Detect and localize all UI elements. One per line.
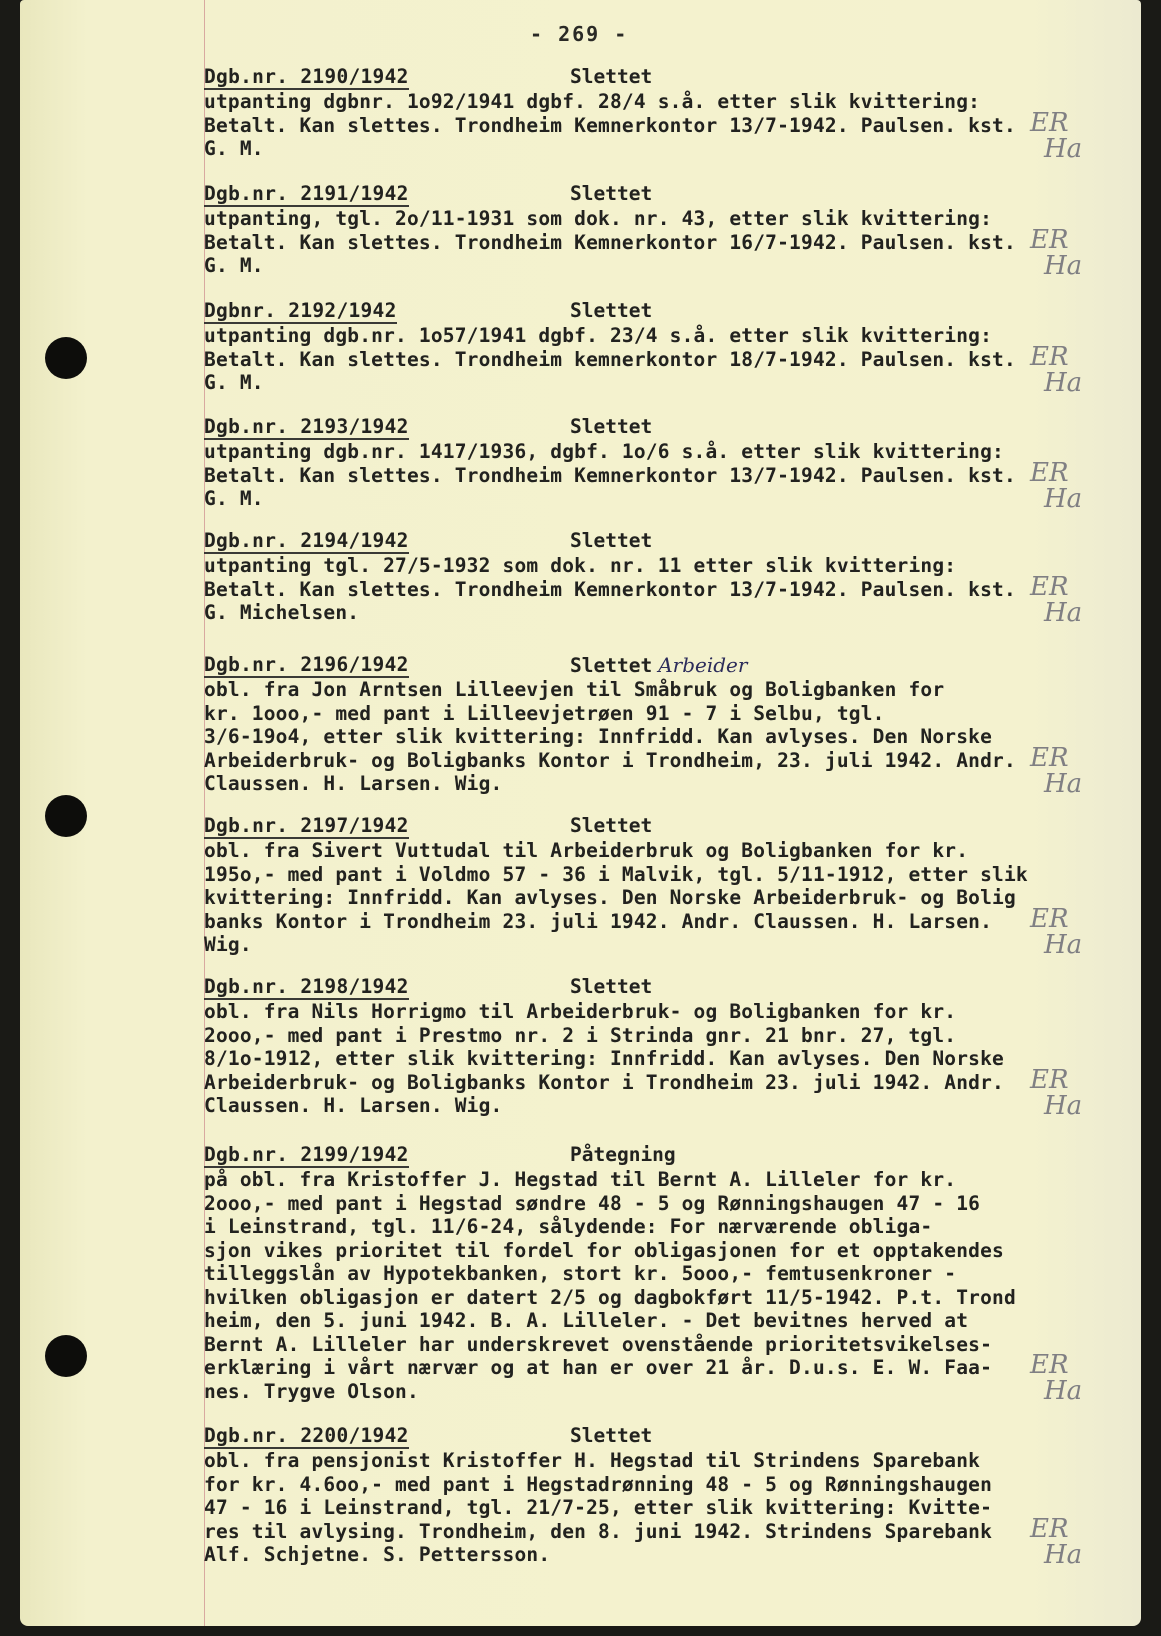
entry-header: [204, 300, 1134, 324]
ledger-entry: [204, 814, 1134, 960]
initials-text: ER: [1030, 1513, 1069, 1544]
entry-text-line: Betalt. Kan slettes. Trondheim Kemnerkontor 13/7-1942. Paulsen. kst.: [204, 577, 1016, 601]
entry-text-line: Bernt A. Lilleler har underskrevet ovenstående prioritetsvikelses-: [204, 1332, 993, 1356]
initials-text: ER: [1030, 1350, 1069, 1380]
initials-mark: [1030, 224, 1083, 281]
initials-mark: [1030, 341, 1083, 398]
entry-text-line: hvilken obligasjon er datert 2/5 og dagbokført 11/5-1942. P.t. Trond: [204, 1285, 1016, 1309]
ledger-entry: [204, 415, 1134, 514]
initials-text: Ha: [1044, 483, 1083, 514]
entry-status: [570, 654, 747, 677]
ledger-entry: [204, 653, 1134, 799]
entry-text-line: res til avlysing. Trondheim, den 8. juni 1942. Strindens Sparebank: [204, 1519, 993, 1543]
initials-text: ER: [1030, 742, 1069, 773]
entry-status: [570, 1144, 676, 1166]
entry-text-line: i Leinstrand, tgl. 11/6-24, sålydende: For nærværende obliga-: [204, 1215, 933, 1238]
entry-status: [570, 815, 652, 837]
entry-header: [204, 1425, 1134, 1449]
entry-text-line: Claussen. H. Larsen. Wig.: [204, 1094, 503, 1117]
initials-text: ER: [1030, 341, 1069, 372]
entry-text-line: heim, den 5. juni 1942. B. A. Lilleler. - Det bevitnes herved at: [204, 1309, 969, 1332]
status-label: Slettet: [570, 182, 653, 205]
ledger-entry: [204, 299, 1134, 398]
initials-text: ER: [1030, 571, 1069, 602]
entry-text-line: Betalt. Kan slettes. Trondheim Kemnerkontor 16/7-1942. Paulsen. kst.: [204, 230, 1016, 254]
entry-header: [204, 183, 1134, 207]
entry-text-line: utpanting dgb.nr. 1417/1936, dgbf. 1o/6 s.å. etter slik kvittering:: [204, 440, 1004, 463]
entry-header: [204, 815, 1134, 839]
entry-text-line: sjon vikes prioritet til fordel for obligasjonen for et opptakendes: [204, 1238, 1004, 1262]
entry-text-line: 2ooo,- med pant i Hegstad søndre 48 - 5 og Rønningshaugen 47 - 16: [204, 1191, 981, 1215]
initials-text: ER: [1030, 903, 1069, 934]
initials-text: Ha: [1044, 250, 1083, 281]
entry-text-line: tilleggslån av Hypotekbanken, stort kr. 5ooo,- femtusenkroner -: [204, 1262, 957, 1285]
entry-text-line: kvittering: Innfridd. Kan avlyses. Den Norske Arbeiderbruk- og Bolig: [204, 886, 1016, 909]
status-label: Påtegning: [570, 1143, 676, 1166]
initials-mark: [1030, 1064, 1083, 1121]
status-label: Slettet: [570, 299, 653, 322]
entry-text-line: 47 - 16 i Leinstrand, tgl. 21/7-25, etter slik kvittering: Kvitte-: [204, 1496, 993, 1519]
entry-text-line: Arbeiderbruk- og Boligbanks Kontor i Trondheim, 23. juli 1942. Andr.: [204, 748, 1016, 772]
entry-status: [570, 66, 652, 88]
entry-text-line: Betalt. Kan slettes. Trondheim Kemnerkontor 13/7-1942. Paulsen. kst.: [204, 113, 1016, 137]
entry-text-line: utpanting, tgl. 2o/11-1931 som dok. nr. 43, etter slik kvittering:: [204, 207, 993, 230]
entry-text-line: på obl. fra Kristoffer J. Hegstad til Bernt A. Lilleler for kr.: [204, 1168, 957, 1191]
status-label: Slettet: [570, 814, 653, 837]
status-label: Slettet: [570, 1424, 653, 1447]
initials-text: ER: [1030, 107, 1069, 138]
entry-text-line: Alf. Schjetne. S. Pettersson.: [204, 1543, 551, 1566]
entry-text-line: utpanting tgl. 27/5-1932 som dok. nr. 11 etter slik kvittering:: [204, 554, 957, 577]
initials-text: Ha: [1044, 367, 1083, 398]
punch-hole: [45, 337, 87, 379]
entry-text-line: obl. fra Jon Arntsen Lilleevjen til Småbruk og Boligbanken for: [204, 678, 945, 701]
entry-text-line: Betalt. Kan slettes. Trondheim Kemnerkontor 13/7-1942. Paulsen. kst.: [204, 463, 1016, 487]
status-label: Slettet: [570, 654, 653, 677]
entry-status: [570, 976, 652, 998]
ledger-page: [20, 0, 1141, 1626]
entry-text-line: Claussen. H. Larsen. Wig.: [204, 772, 503, 795]
entry-text-line: G. M.: [204, 487, 264, 510]
handwritten-note: Arbeider: [658, 653, 748, 677]
initials-text: Ha: [1044, 1376, 1083, 1406]
entry-text-line: utpanting dgbnr. 1o92/1941 dgbf. 28/4 s.å. etter slik kvittering:: [204, 90, 981, 113]
initials-mark: [1030, 1513, 1083, 1570]
entry-text-line: Betalt. Kan slettes. Trondheim kemnerkontor 18/7-1942. Paulsen. kst.: [204, 347, 1016, 371]
entry-text-line: obl. fra Nils Horrigmo til Arbeiderbruk- og Boligbanken for kr.: [204, 1000, 957, 1023]
entry-text-line: 8/1o-1912, etter slik kvittering: Innfridd. Kan avlyses. Den Norske: [204, 1047, 1004, 1070]
document-number: Dgb.nr. 2193/1942: [204, 415, 409, 438]
entry-header: [204, 530, 1134, 554]
entry-status: [570, 1425, 652, 1447]
ledger-entry: [204, 182, 1134, 281]
entry-header: [204, 1144, 1134, 1168]
initials-text: Ha: [1044, 1539, 1083, 1570]
document-number: Dgb.nr. 2194/1942: [204, 529, 409, 552]
initials-text: ER: [1030, 224, 1069, 255]
status-label: Slettet: [570, 65, 653, 88]
entry-text-line: G. Michelsen.: [204, 601, 360, 624]
document-number: Dgb.nr. 2198/1942: [204, 975, 409, 998]
initials-text: Ha: [1044, 1090, 1083, 1121]
initials-text: ER: [1030, 457, 1069, 488]
document-number: Dgb.nr. 2191/1942: [204, 182, 409, 205]
initials-text: ER: [1030, 1064, 1069, 1095]
initials-mark: [1030, 1352, 1082, 1404]
entry-text-line: obl. fra Sivert Vuttudal til Arbeiderbruk og Boligbanken for kr.: [204, 839, 969, 862]
entry-text-line: for kr. 4.6oo,- med pant i Hegstadrønning 48 - 5 og Rønningshaugen: [204, 1472, 993, 1496]
entry-text-line: Arbeiderbruk- og Boligbanks Kontor i Trondheim 23. juli 1942. Andr.: [204, 1070, 1004, 1094]
entry-header: [204, 654, 1134, 678]
initials-mark: [1030, 107, 1083, 164]
entry-status: [570, 416, 652, 438]
document-number: Dgb.nr. 2190/1942: [204, 65, 409, 88]
initials-text: Ha: [1044, 133, 1083, 164]
ledger-entry: [204, 1424, 1134, 1570]
initials-mark: [1030, 571, 1083, 628]
document-number: Dgb.nr. 2200/1942: [204, 1424, 409, 1447]
entry-text-line: banks Kontor i Trondheim 23. juli 1942. Andr. Claussen. H. Larsen.: [204, 909, 993, 933]
status-label: Slettet: [570, 415, 653, 438]
initials-text: Ha: [1044, 929, 1083, 960]
ledger-entry: [204, 65, 1134, 164]
document-number: Dgb.nr. 2196/1942: [204, 653, 409, 676]
entry-text-line: G. M.: [204, 254, 264, 277]
document-number: Dgbnr. 2192/1942: [204, 299, 397, 322]
entry-text-line: kr. 1ooo,- med pant i Lilleevjetrøen 91 - 7 i Selbu, tgl.: [204, 701, 885, 725]
entry-text-line: G. M.: [204, 137, 264, 160]
entry-text-line: 2ooo,- med pant i Prestmo nr. 2 i Strinda gnr. 21 bnr. 27, tgl.: [204, 1023, 957, 1047]
page-number: - 269 -: [530, 22, 629, 46]
entry-text-line: Wig.: [204, 933, 252, 956]
document-number: Dgb.nr. 2197/1942: [204, 814, 409, 837]
entry-status: [570, 183, 652, 205]
entry-text-line: utpanting dgb.nr. 1o57/1941 dgbf. 23/4 s.å. etter slik kvittering:: [204, 324, 993, 347]
status-label: Slettet: [570, 529, 653, 552]
entry-header: [204, 66, 1134, 90]
status-label: Slettet: [570, 975, 653, 998]
punch-hole: [45, 795, 87, 837]
ledger-entry: [204, 1143, 1134, 1406]
initials-text: Ha: [1044, 768, 1083, 799]
initials-mark: [1030, 903, 1083, 960]
punch-hole: [45, 1335, 87, 1377]
ledger-entry: [204, 975, 1134, 1121]
entry-text-line: G. M.: [204, 371, 264, 394]
entry-text-line: nes. Trygve Olson.: [204, 1379, 419, 1403]
entry-status: [570, 530, 652, 552]
entry-header: [204, 416, 1134, 440]
entry-text-line: erklæring i vårt nærvær og at han er over 21 år. D.u.s. E. W. Faa-: [204, 1356, 993, 1379]
initials-mark: [1030, 457, 1083, 514]
entry-text-line: obl. fra pensjonist Kristoffer H. Hegstad til Strindens Sparebank: [204, 1449, 981, 1472]
initials-mark: [1030, 742, 1083, 799]
entry-text-line: 3/6-19o4, etter slik kvittering: Innfridd. Kan avlyses. Den Norske: [204, 725, 993, 748]
entry-text-line: 195o,- med pant i Voldmo 57 - 36 i Malvik, tgl. 5/11-1912, etter slik: [204, 862, 1028, 886]
ledger-entry: [204, 529, 1134, 628]
initials-text: Ha: [1044, 597, 1083, 628]
entry-status: [570, 300, 652, 322]
document-number: Dgb.nr. 2199/1942: [204, 1143, 409, 1166]
entry-header: [204, 976, 1134, 1000]
